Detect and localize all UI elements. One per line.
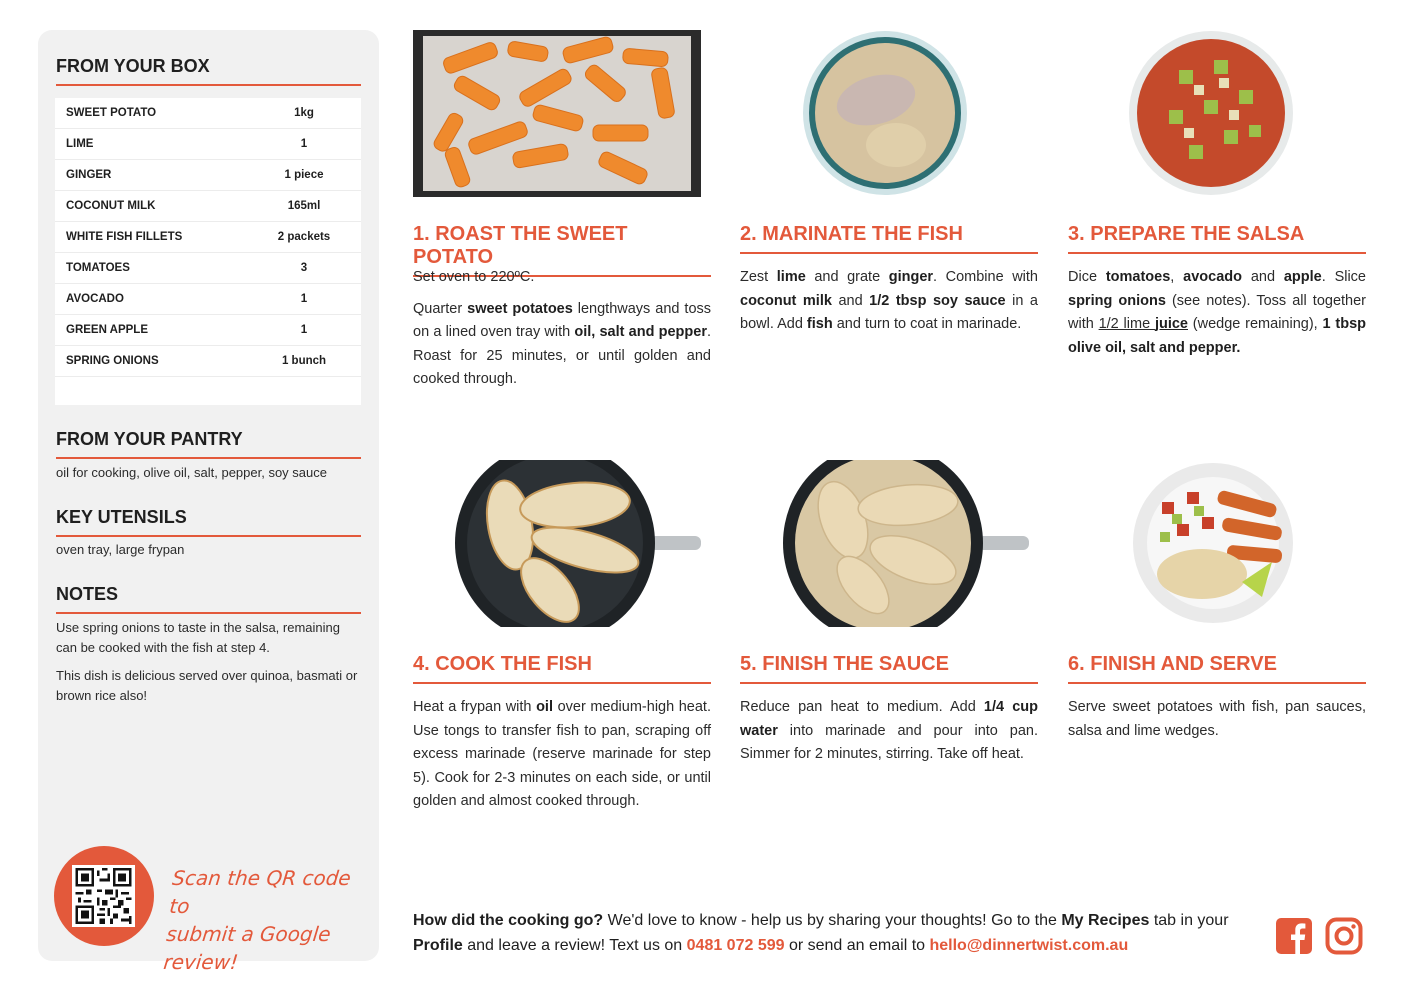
step-1-title: 1. ROAST THE SWEET POTATO — [413, 223, 711, 277]
table-row — [55, 222, 361, 253]
step-1-image — [413, 30, 701, 197]
step-1-text — [413, 266, 711, 400]
key-utensils-title: KEY UTENSILS — [56, 507, 361, 537]
step-4-image — [455, 460, 701, 627]
step-6-image — [1132, 462, 1294, 624]
step-2-image — [801, 30, 969, 197]
ingredient-name: GREEN APPLE — [66, 324, 149, 336]
ingredient-qty: 165ml — [287, 200, 321, 212]
step-2-text — [740, 266, 1038, 345]
note-1: Use spring onions to taste in the salsa, remaining can be cooked with the fish at step 4. — [56, 620, 340, 655]
pantry-text: oil for cooking, olive oil, salt, pepper, soy sauce — [56, 465, 327, 480]
table-row — [55, 346, 361, 377]
table-row — [55, 98, 361, 129]
ingredient-qty: 3 — [300, 262, 308, 274]
step-5-paragraph: Reduce pan heat to medium. Add 1/4 cup water into marinade and pour into pan. Simmer for 2 minutes, stirring. Take off heat. — [740, 699, 1038, 762]
step-6-text — [1068, 696, 1366, 751]
from-your-pantry-title: FROM YOUR PANTRY — [56, 429, 361, 459]
step-2-title: 2. MARINATE THE FISH — [740, 223, 1038, 254]
note-2: This dish is delicious served over quinoa, basmati or brown rice also! — [56, 668, 358, 703]
step-6-title: 6. FINISH AND SERVE — [1068, 653, 1366, 684]
utensils-text: oven tray, large frypan — [56, 542, 185, 557]
step-6-paragraph: Serve sweet potatoes with fish, pan sauces, salsa and lime wedges. — [1068, 699, 1366, 739]
ingredient-name: SWEET POTATO — [66, 107, 157, 119]
ingredient-qty: 1kg — [294, 107, 314, 119]
qr-caption-line-1: Scan the QR code to — [168, 866, 353, 918]
ingredient-name: LIME — [66, 138, 94, 150]
table-row — [55, 160, 361, 191]
email-link[interactable]: hello@dinnertwist.com.au — [929, 937, 1129, 954]
ingredient-name: AVOCADO — [66, 293, 124, 305]
ingredient-qty: 1 — [300, 138, 308, 150]
qr-caption — [162, 864, 374, 976]
ingredients-table — [55, 98, 361, 405]
facebook-icon[interactable] — [1275, 917, 1313, 955]
table-row — [55, 129, 361, 160]
instagram-icon[interactable] — [1325, 917, 1363, 955]
table-row — [55, 284, 361, 315]
sidebar — [38, 30, 379, 974]
table-row — [55, 315, 361, 346]
from-your-box-title: FROM YOUR BOX — [56, 56, 361, 86]
ingredient-name: TOMATOES — [66, 262, 130, 274]
step-2-paragraph: Zest lime and grate ginger. Combine with coconut milk and 1/2 tbsp soy sauce in a bowl. Add fish and turn to coat in marinade. — [740, 269, 1038, 332]
step-3-image — [1129, 30, 1294, 197]
step-3-paragraph: Dice tomatoes, avocado and apple. Slice spring onions (see notes). Toss all together with 1/2 lime juice (wedge remaining), 1 tbsp olive oil, salt and pepper. — [1068, 269, 1366, 356]
ingredient-name: WHITE FISH FILLETS — [66, 231, 183, 243]
step-4-text — [413, 696, 711, 822]
step-4-title: 4. COOK THE FISH — [413, 653, 711, 684]
step-3-title: 3. PREPARE THE SALSA — [1068, 223, 1366, 254]
step-5-title: 5. FINISH THE SAUCE — [740, 653, 1038, 684]
ingredient-qty: 1 — [300, 324, 308, 336]
table-row — [55, 253, 361, 284]
qr-code-icon[interactable] — [72, 865, 135, 927]
ingredient-name: GINGER — [66, 169, 112, 181]
ingredient-qty: 2 packets — [277, 231, 331, 243]
step-5-image — [783, 460, 1029, 627]
notes-title: NOTES — [56, 584, 361, 614]
phone-link[interactable]: 0481 072 599 — [686, 937, 785, 954]
ingredient-name: SPRING ONIONS — [66, 355, 159, 367]
ingredient-qty: 1 — [300, 293, 308, 305]
step-3-text — [1068, 266, 1366, 368]
footer-review-text: How did the cooking go? We'd love to know - help us by sharing your thoughts! Go to the My Recipes tab in your Profile and leave a review! Text us on 0481 072 599 or send an email to hello@dinnertwist.com.au — [413, 912, 1229, 954]
ingredient-qty: 1 piece — [284, 169, 324, 181]
qr-badge[interactable] — [54, 846, 154, 946]
step-1-paragraph-2: Quarter sweet potatoes lengthways and toss on a lined oven tray with oil, salt and pepper. Roast for 25 minutes, or until golden and cooked through. — [413, 300, 712, 387]
table-row — [55, 191, 361, 222]
ingredient-name: COCONUT MILK — [66, 200, 156, 212]
step-4-paragraph: Heat a frypan with oil over medium-high heat. Use tongs to transfer fish to pan, scraping off excess marinade (reserve marinade for step 5). Cook for 2-3 minutes on each side, or until golden and almost cooked through. — [413, 699, 711, 809]
ingredient-qty: 1 bunch — [281, 355, 327, 367]
step-5-text — [740, 696, 1038, 775]
qr-caption-line-2: submit a Google review! — [162, 922, 332, 974]
step-1-paragraph-1: Set oven to 220ºC. — [413, 269, 535, 285]
